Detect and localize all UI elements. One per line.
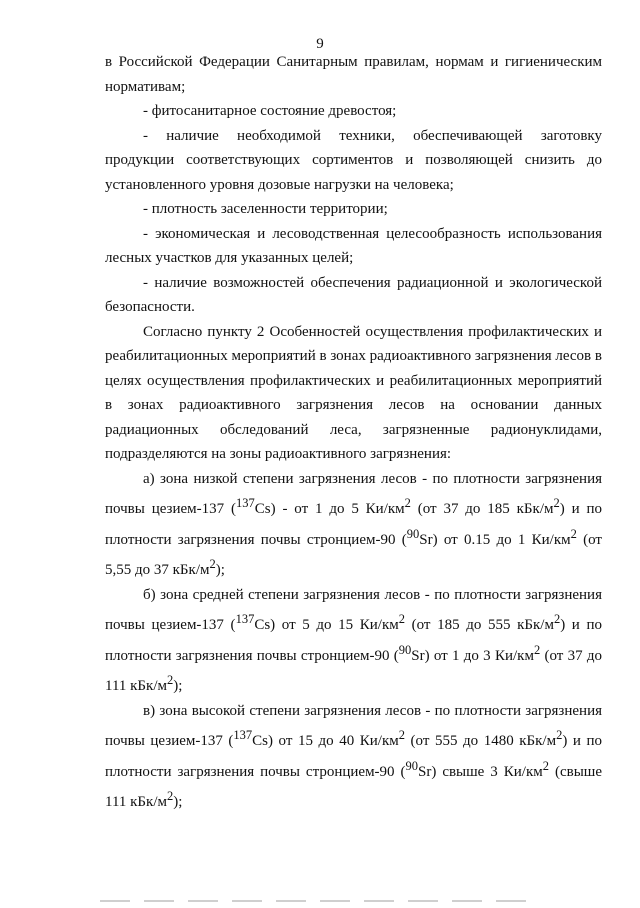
- isotope-symbol: Cs: [254, 617, 271, 633]
- isotope-mass: 90: [398, 642, 412, 657]
- exponent: 2: [404, 496, 411, 510]
- zone-item-high: [105, 699, 602, 815]
- zone-text: в) зона высокой степени загрязнения лесов - по плотности загрязнения почвы цезием-137 (: [105, 702, 602, 749]
- exponent: 2: [542, 758, 549, 773]
- zone-text: ) от 15 до 40 Ки/км: [268, 733, 399, 749]
- scan-edge-artifact: [100, 900, 540, 902]
- exponent: 2: [209, 557, 216, 571]
- isotope-symbol: Cs: [252, 733, 269, 749]
- zone-item-medium: [105, 583, 602, 699]
- list-item: - фитосанитарное состояние древостоя;: [143, 103, 397, 119]
- exponent: 2: [556, 728, 563, 742]
- paragraph: Согласно пункту 2 Особенностей осуществления профилактических и реабилитационных мероприятий в зонах радиоактивного загрязнения лесов в целях осуществления профилактических и реабилитационных мероприятий в зонах радиоактивного загрязнения лесов на основании данных радиационных обследований леса, загрязненные радионуклидами, подразделяются на зоны радиоактивного загрязнения:: [105, 323, 602, 462]
- exponent: 2: [398, 612, 405, 626]
- exponent: 2: [167, 789, 174, 803]
- list-item: - плотность заселенности территории;: [143, 201, 388, 217]
- zone-item-low: [105, 467, 602, 583]
- zone-text: ) - от 1 до 5 Ки/км: [270, 501, 405, 517]
- zone-text: (свыше 111 кБк/м: [105, 763, 602, 810]
- zone-text: );: [215, 562, 225, 578]
- isotope-mass: 137: [235, 612, 255, 626]
- zone-text: ) от 1 до 3 Ки/км: [424, 647, 534, 664]
- isotope-mass: 90: [405, 758, 419, 773]
- zone-text: ) свыше 3 Ки/км: [431, 763, 543, 780]
- isotope-symbol: Sr: [411, 647, 425, 664]
- zone-text: ) от 5 до 15 Ки/км: [270, 617, 399, 633]
- isotope-symbol: Sr: [418, 763, 432, 780]
- exponent: 2: [167, 673, 174, 687]
- zone-text: (от 185 до 555 кБк/м: [404, 617, 554, 633]
- document-body: [105, 50, 602, 815]
- exponent: 2: [553, 496, 560, 510]
- isotope-mass: 137: [236, 496, 255, 510]
- isotope-symbol: Cs: [254, 501, 271, 517]
- zone-text: а) зона низкой степени загрязнения лесов - по плотности загрязнения почвы цезием-137 (: [105, 470, 602, 517]
- isotope-mass: 137: [233, 728, 253, 742]
- exponent: 2: [553, 612, 561, 626]
- list-item: - экономическая и лесоводственная целесообразность использования лесных участков для указанных целей;: [105, 225, 602, 266]
- list-item: - наличие возможностей обеспечения радиационной и экологической безопасности.: [105, 274, 602, 315]
- exponent: 2: [533, 642, 541, 657]
- zone-text: );: [173, 794, 183, 810]
- zone-text: ) от 0.15 до 1 Ки/км: [432, 531, 571, 548]
- zone-text: (от 555 до 1480 кБк/м: [405, 733, 557, 749]
- zone-text: ) и по плотности загрязнения почвы стронцием-90 (: [105, 501, 602, 548]
- zone-text: (от 5,55 до 37 кБк/м: [105, 531, 602, 578]
- zone-text: ) и по плотности загрязнения почвы стронцием-90 (: [105, 733, 602, 780]
- zone-text: (от 37 до 185 кБк/м: [410, 501, 554, 517]
- zone-text: );: [173, 678, 183, 694]
- isotope-mass: 90: [406, 526, 420, 541]
- zone-text: б) зона средней степени загрязнения лесов - по плотности загрязнения почвы цезием-137 (: [105, 586, 602, 633]
- zone-text: ) и по плотности загрязнения почвы стронцием-90 (: [105, 617, 602, 664]
- list-item: - наличие необходимой техники, обеспечивающей заготовку продукции соответствующих сортиментов и позволяющей снизить до установленного уровня дозовые нагрузки на человека;: [105, 127, 602, 193]
- paragraph-continuation: в Российской Федерации Санитарным правилам, нормам и гигиеническим нормативам;: [105, 54, 602, 95]
- exponent: 2: [570, 526, 577, 541]
- exponent: 2: [398, 728, 405, 742]
- zone-text: (от 37 до 111 кБк/м: [105, 647, 602, 694]
- isotope-symbol: Sr: [419, 531, 433, 548]
- page-number: 9: [316, 36, 324, 52]
